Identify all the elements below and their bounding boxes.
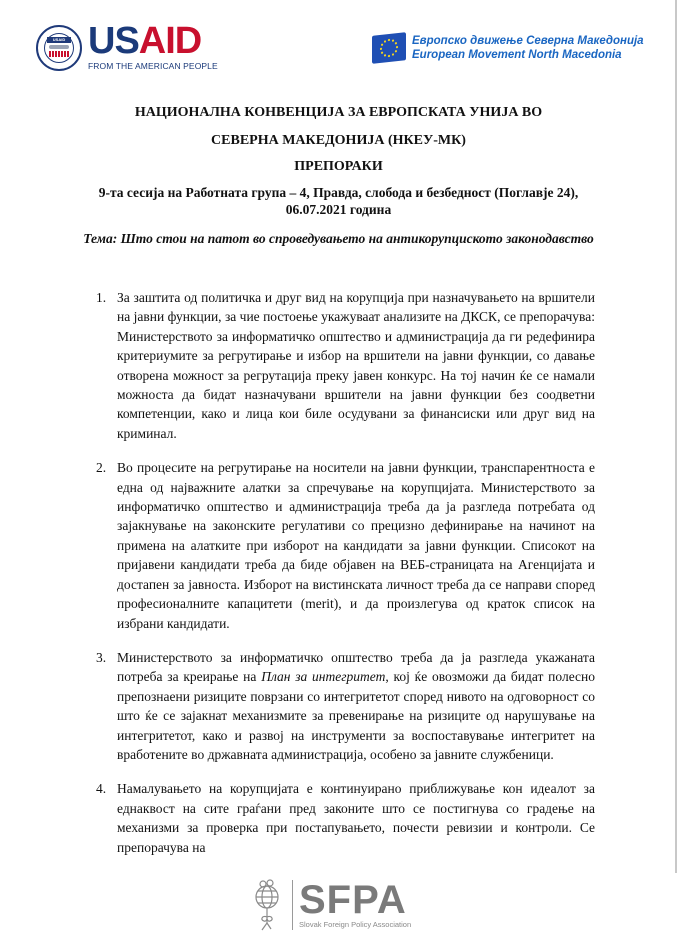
sfpa-logo: [250, 876, 411, 934]
eu-star-icon: [395, 50, 397, 52]
usaid-wordmark-us: US: [88, 20, 139, 62]
session-line1: 9-та сесија на Работната група – 4, Правда, слобода и безбедност (Поглавје 24),: [98, 185, 579, 200]
eu-star-icon: [392, 53, 394, 55]
usaid-wordmark-aid: AID: [138, 20, 202, 62]
eu-stars-icon: [372, 32, 406, 64]
recommendation-item: [96, 288, 595, 443]
item-text-before: Министерството за информатичко општество треба да ја разгледа укажаната потреба за креирање на: [117, 649, 595, 685]
document-title-line1: НАЦИОНАЛНА КОНВЕНЦИЈА ЗА ЕВРОПСКАТА УНИЈА ВО: [134, 105, 543, 120]
usaid-wordmark-block: [88, 20, 218, 72]
sfpa-emblem-icon: [250, 877, 284, 933]
eu-star-icon: [381, 44, 383, 46]
sfpa-wordmark: SFPA: [299, 878, 407, 922]
eu-star-icon: [388, 55, 390, 57]
usaid-logo: [36, 20, 218, 75]
topic-line: Тема: Што стои на патот во спроведувањето на антикорупциското законодавство: [83, 231, 594, 246]
session-date: 06.07.2021 година: [285, 202, 392, 217]
item-text: Намалувањето на корупцијата е континуирано приближување кон идеалот за еднаквост на сите граѓани пред законите што се постигнува со градење на механизми за проверка при постапувањето, почести ревизии и контроли. Се препорачува на: [117, 781, 595, 855]
eu-star-icon: [380, 48, 382, 50]
sfpa-wordmark-block: [299, 880, 411, 930]
eu-star-icon: [384, 54, 386, 56]
recommendations-list: [96, 288, 595, 872]
eu-flag-icon: [372, 32, 406, 64]
recommendation-item: [96, 458, 595, 633]
item-text: За заштита од политичка и друг вид на корупција при назначувањето на вршители на јавни функции, за чие постоење укажуваат анализите на ДКСК, се препорачува: Министерството за информатичко општество и администрација да ги редефинира критериумите за регрутирање и избор на вршители на јавни функции, со давање отворена можност за регрутација преку јавен конкурс. На тој начин ќе се намали можноста да бидат назначувани вршители на јавни функции без соодветни компетенции, како и лица кои биле осудувани за финансиски или друг вид на криминал.: [117, 290, 595, 441]
item-text: [117, 648, 595, 764]
document-title-line2: СЕВЕРНА МАКЕДОНИЈА (НКЕУ-МК): [211, 133, 466, 148]
european-movement-name-mk: Европско движење Северна Македонија: [412, 35, 644, 47]
handshake-icon: [49, 45, 69, 49]
eu-star-icon: [392, 39, 394, 41]
document-subtitle: ПРЕПОРАКИ: [294, 159, 383, 174]
eu-star-icon: [396, 46, 398, 48]
european-movement-name-en: European Movement North Macedonia: [412, 49, 622, 61]
item-number: 4.: [96, 781, 107, 797]
usaid-wordmark: [88, 20, 218, 62]
sfpa-tagline: Slovak Foreign Policy Association: [299, 920, 412, 929]
document-heading: [0, 104, 677, 247]
eu-star-icon: [381, 52, 383, 54]
recommendation-item: [96, 648, 595, 764]
integrity-plan-term: План за интегритет: [261, 669, 386, 685]
eu-star-icon: [384, 40, 386, 42]
usaid-tagline: FROM THE AMERICAN PEOPLE: [88, 61, 218, 71]
recommendation-item: [96, 779, 595, 857]
european-movement-name: [412, 34, 644, 62]
item-number: 1.: [96, 290, 107, 305]
usaid-seal-icon: [36, 25, 82, 71]
item-text-after: , кој ќе овозможи да бидат полесно препознаени ризиците поврзани со интегритетот според нивото на одговорност со што ќе се зајакнат механизмите за превенирање на ризиците од нарушување на интегритетот, како и развој на инструменти за воспоставување интегритет на вработените во државната администрација, особено за јавните службеници.: [117, 669, 595, 762]
item-text: Во процесите на регрутирање на носители на јавни функции, транспарентноста е една од најважните алатки за спречување на корупцијата. Министерството за информатичко општество и администрација треба да ја разгледа потребата од зајакнување на законските регулативи со прецизно дефинирање на начинот на примена на алатките при изборот на кандидати за јавни функции. Списокот на пријавени кандидати треба да биде објавен на ВЕБ-страницата на Агенцијата и достапен за јавноста. Изборот на вистинската личност треба да се направи според професионалните капацитети (merit), и да произлегува од краток список на избрани кандидати.: [117, 460, 595, 631]
stripes-icon: [49, 51, 69, 57]
european-movement-logo: [372, 28, 662, 68]
item-number: 3.: [96, 649, 107, 665]
seal-label: USAID: [47, 37, 71, 43]
eu-star-icon: [395, 42, 397, 44]
session-info: [0, 184, 677, 218]
item-number: 2.: [96, 460, 107, 476]
eu-star-icon: [388, 39, 390, 41]
sfpa-divider: [292, 880, 293, 930]
